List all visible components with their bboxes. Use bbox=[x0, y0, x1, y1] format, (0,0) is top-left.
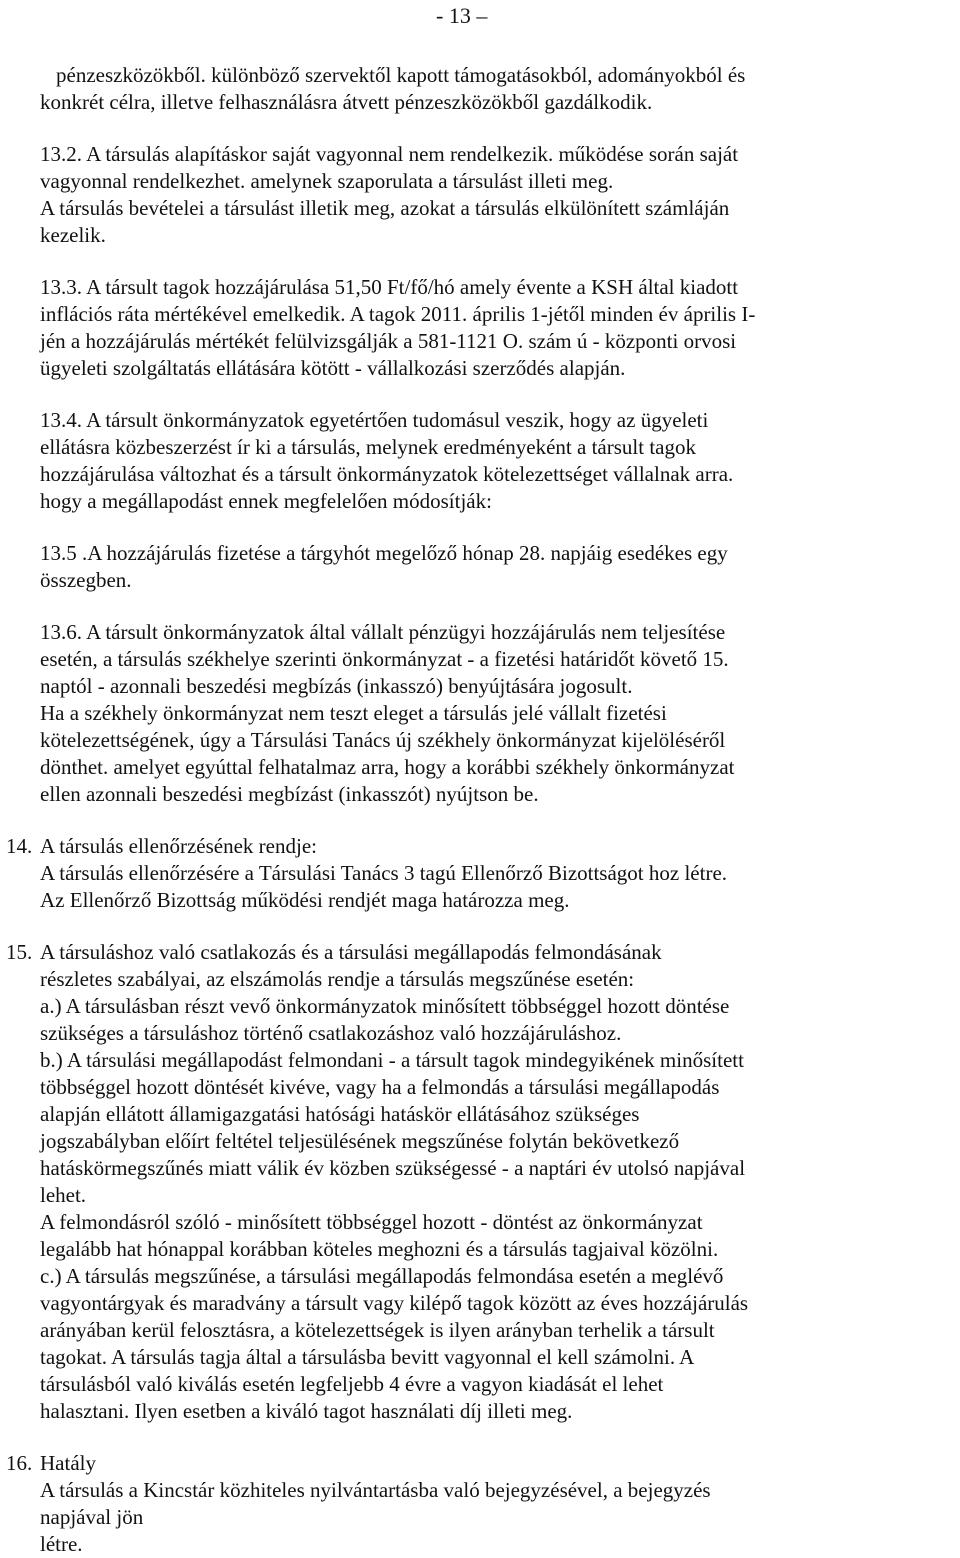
text-line: hozzájárulása változhat és a társult önkormányzatok kötelezettséget vállalnak arra. bbox=[40, 462, 734, 486]
section-number: 14. bbox=[6, 834, 33, 858]
text-line: jén a hozzájárulás mértékét felülvizsgálják a 581-1121 O. szám ú - központi orvosi bbox=[40, 329, 737, 353]
section-heading: A társuláshoz való csatlakozás és a társulási megállapodás felmondásának bbox=[40, 940, 662, 964]
text-line: vagyonnal rendelkezhet. amelynek szaporulata a társulást illeti meg. bbox=[40, 169, 614, 193]
text-line: ellen azonnali beszedési megbízást (inkasszót) nyújtson be. bbox=[40, 782, 539, 806]
text-line: szükséges a társuláshoz történő csatlakozáshoz való hozzájáruláshoz. bbox=[40, 1021, 622, 1045]
text-line: 13.2. A társulás alapításkor saját vagyonnal nem rendelkezik. működése során saját bbox=[40, 142, 739, 166]
section-heading: A társulás ellenőrzésének rendje: bbox=[40, 834, 317, 858]
section-number: 15. bbox=[6, 940, 33, 964]
text-line: pénzeszközökből. különböző szervektől kapott támogatásokból, adományokból és bbox=[56, 63, 746, 87]
text-line: hatáskörmegszűnés miatt válik év közben szükségessé - a naptári év utolsó napjával bbox=[40, 1156, 746, 1180]
text-line: A társulás ellenőrzésére a Társulási Tanács 3 tagú Ellenőrző Bizottságot hoz létre. bbox=[40, 861, 728, 885]
text-line: arányában kerül felosztásra, a kötelezettségek is ilyen arányban terhelik a társult bbox=[40, 1318, 715, 1342]
text-line: halasztani. Ilyen esetben a kiváló tagot használati díj illeti meg. bbox=[40, 1399, 573, 1423]
text-line: 13.4. A társult önkormányzatok egyetértően tudomásul veszik, hogy az ügyeleti bbox=[40, 408, 709, 432]
text-line: hogy a megállapodást ennek megfelelően módosítják: bbox=[40, 489, 492, 513]
text-line: tagokat. A társulás tagja által a társulásba bevitt vagyonnal el kell számolni. A bbox=[40, 1345, 695, 1369]
text-line: 13.5 .A hozzájárulás fizetése a tárgyhót megelőző hónap 28. napjáig esedékes egy bbox=[40, 541, 728, 565]
text-line: napjával jön bbox=[40, 1505, 144, 1529]
text-line: összegben. bbox=[40, 568, 132, 592]
text-line: részletes szabályai, az elszámolás rendje a társulás megszűnése esetén: bbox=[40, 967, 635, 991]
text-line: esetén, a társulás székhelye szerinti önkormányzat - a fizetési határidőt követő 15. bbox=[40, 647, 729, 671]
text-line: legalább hat hónappal korábban köteles meghozni és a társulás tagjaival közölni. bbox=[40, 1237, 719, 1261]
section-heading: Hatály bbox=[40, 1451, 96, 1475]
text-line: a.) A társulásban részt vevő önkormányzatok minősített többséggel hozott döntése bbox=[40, 994, 730, 1018]
text-line: Az Ellenőrző Bizottság működési rendjét maga határozza meg. bbox=[40, 888, 570, 912]
text-line: dönthet. amelyet egyúttal felhatalmaz arra, hogy a korábbi székhely önkormányzat bbox=[40, 755, 735, 779]
text-line: társulásból való kiválás esetén legfeljebb 4 évre a vagyon kiadását el lehet bbox=[40, 1372, 664, 1396]
text-line: jogszabályban előírt feltétel teljesülésének megszűnése folytán bekövetkező bbox=[40, 1129, 680, 1153]
text-line: A társulás a Kincstár közhiteles nyilvántartásba való bejegyzésével, a bejegyzés bbox=[40, 1478, 711, 1502]
text-line: kezelik. bbox=[40, 223, 106, 247]
text-line: alapján ellátott államigazgatási hatósági hatáskör ellátásához szükséges bbox=[40, 1102, 640, 1126]
text-line: b.) A társulási megállapodást felmondani - a társult tagok mindegyikének minősített bbox=[40, 1048, 744, 1072]
text-line: inflációs ráta mértékével emelkedik. A tagok 2011. április 1-jétől minden év április I- bbox=[40, 302, 756, 326]
section-number: 16. bbox=[6, 1451, 33, 1475]
text-line: létre. bbox=[40, 1532, 83, 1556]
text-line: 13.3. A társult tagok hozzájárulása 51,50 Ft/fő/hó amely évente a KSH által kiadott bbox=[40, 275, 739, 299]
text-line: konkrét célra, illetve felhasználásra átvett pénzeszközökből gazdálkodik. bbox=[40, 90, 653, 114]
text-line: ellátásra közbeszerzést ír ki a társulás, melynek eredményeként a társult tagok bbox=[40, 435, 696, 459]
text-line: kötelezettségének, úgy a Társulási Tanács új székhely önkormányzat kijelöléséről bbox=[40, 728, 726, 752]
text-line: naptól - azonnali beszedési megbízás (inkasszó) benyújtására jogosult. bbox=[40, 674, 633, 698]
text-line: 13.6. A társult önkormányzatok által vállalt pénzügyi hozzájárulás nem teljesítése bbox=[40, 620, 726, 644]
text-line: vagyontárgyak és maradvány a társult vagy kilépő tagok között az éves hozzájárulás bbox=[40, 1291, 749, 1315]
text-line: lehet. bbox=[40, 1183, 87, 1207]
text-line: ügyeleti szolgáltatás ellátására kötött - vállalkozási szerződés alapján. bbox=[40, 356, 626, 380]
text-line: c.) A társulás megszűnése, a társulási megállapodás felmondása esetén a meglévő bbox=[40, 1264, 724, 1288]
text-line: többséggel hozott döntését kivéve, vagy ha a felmondás a társulási megállapodás bbox=[40, 1075, 720, 1099]
text-line: A társulás bevételei a társulást illetik meg, azokat a társulás elkülönített számláján bbox=[40, 196, 730, 220]
text-line: Ha a székhely önkormányzat nem teszt eleget a társulás jelé vállalt fizetési bbox=[40, 701, 667, 725]
page-number: - 13 – bbox=[436, 3, 488, 28]
text-line: A felmondásról szóló - minősített többséggel hozott - döntést az önkormányzat bbox=[40, 1210, 703, 1234]
